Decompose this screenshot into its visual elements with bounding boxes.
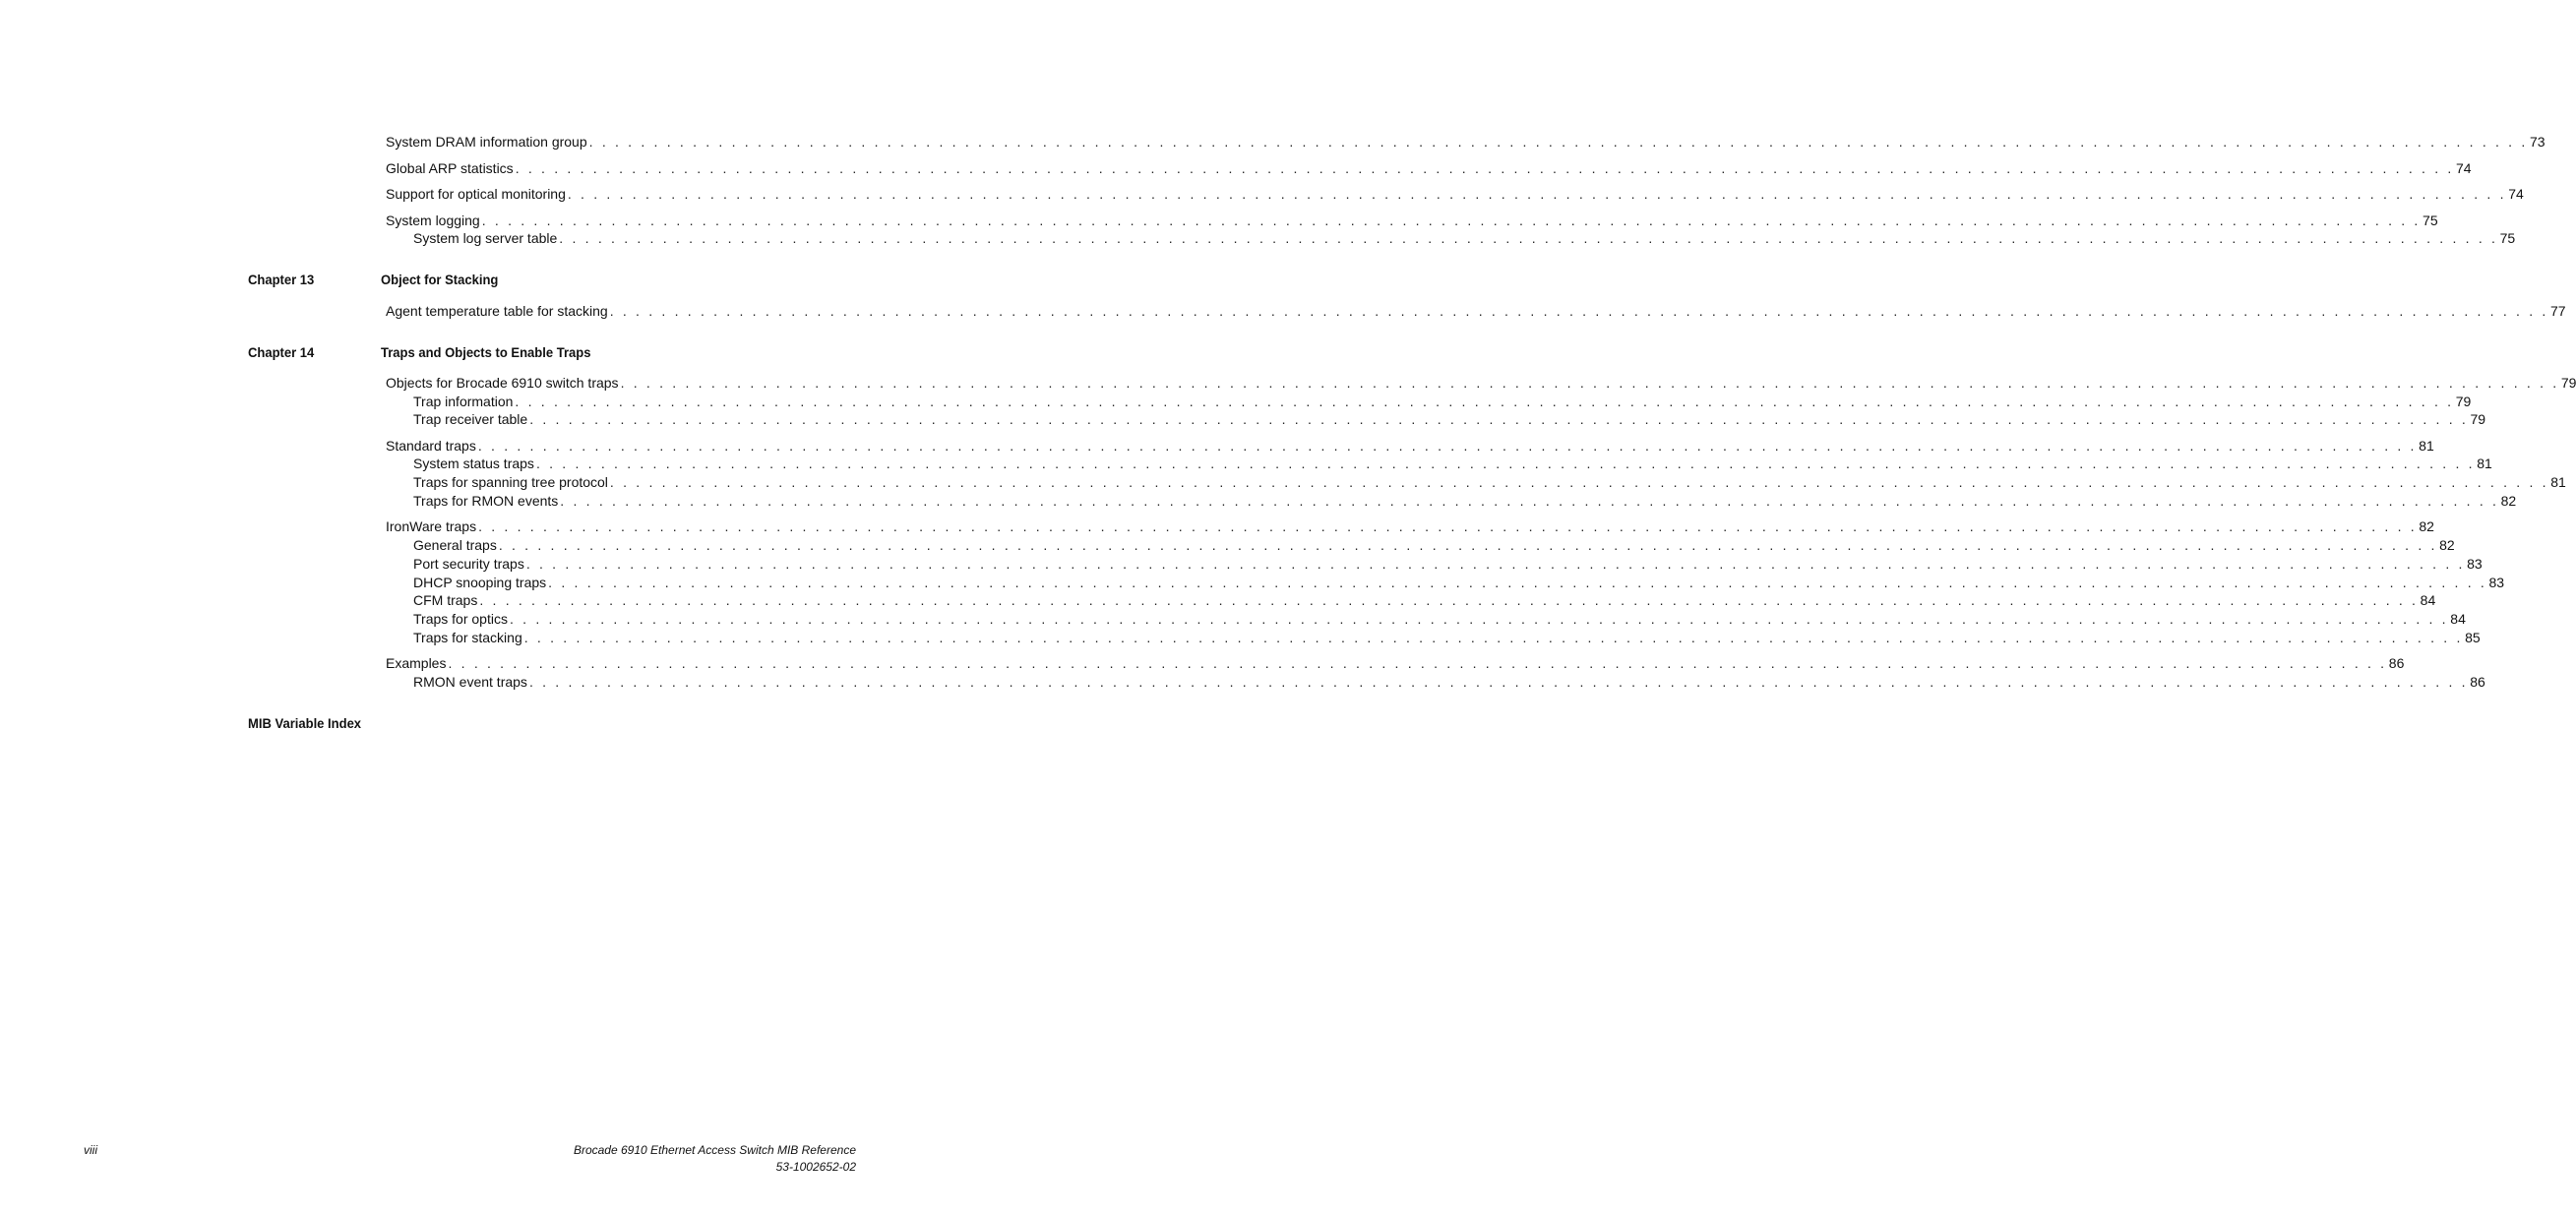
dot-leader: . . . . . . . . . . . . . . . . . . . . . . . . . . . . . . . . . . . . . . . . . . . . . . . . . . . . . . . . . . . . . . . . . . . . . . . . . . . . . . . . . . . . . . . . . . . . . . . . . . . . . . . . . . . . . . . . . . . . . . . . . . . . . . . . . . . . . . . . . . . . . . . . . . . . . . <box>498 537 2438 553</box>
dot-leader: . . . . . . . . . . . . . . . . . . . . . . . . . . . . . . . . . . . . . . . . . . . . . . . . . . . . . . . . . . . . . . . . . . . . . . . . . . . . . . . . . . . . . . . . . . . . . . . . . . . . . . . . . . . . . . . . . . . . . . . . . . . . . . . . . . . . . . . . . . . . . . . . . . . . . . <box>609 474 2549 490</box>
footer-doc-number: 53-1002652-02 <box>775 1160 856 1174</box>
dot-leader: . . . . . . . . . . . . . . . . . . . . . . . . . . . . . . . . . . . . . . . . . . . . . . . . . . . . . . . . . . . . . . . . . . . . . . . . . . . . . . . . . . . . . . . . . . . . . . . . . . . . . . . . . . . . . . . . . . . . . . . . . . . . . . . . . . . . . . . . . . . . . . . . . . . . . . <box>560 493 2499 509</box>
toc-entry-title: Trap receiver table <box>413 411 528 427</box>
dot-leader: . . . . . . . . . . . . . . . . . . . . . . . . . . . . . . . . . . . . . . . . . . . . . . . . . . . . . . . . . . . . . . . . . . . . . . . . . . . . . . . . . . . . . . . . . . . . . . . . . . . . . . . . . . . . . . . . . . . . . . . . . . . . . . . . . . . . . . . . . . . . . . . . . . . . . . <box>479 592 2419 608</box>
toc-entry-title: Examples <box>386 655 447 671</box>
toc-page-number: 75 <box>2423 213 2438 228</box>
dot-leader: . . . . . . . . . . . . . . . . . . . . . . . . . . . . . . . . . . . . . . . . . . . . . . . . . . . . . . . . . . . . . . . . . . . . . . . . . . . . . . . . . . . . . . . . . . . . . . . . . . . . . . . . . . . . . . . . . . . . . . . . . . . . . . . . . . . . . . . . . . . . . . . . . . . . . . <box>535 456 2476 471</box>
toc-entry-title: RMON event traps <box>413 674 527 690</box>
toc-page-number: 86 <box>2388 655 2405 671</box>
dot-leader: . . . . . . . . . . . . . . . . . . . . . . . . . . . . . . . . . . . . . . . . . . . . . . . . . . . . . . . . . . . . . . . . . . . . . . . . . . . . . . . . . . . . . . . . . . . . . . . . . . . . . . . . . . . . . . . . . . . . . . . . . . . . . . . . . . . . . . . . . . . . . . . . . . . . . . <box>515 160 2454 176</box>
toc-page-number: 81 <box>2477 456 2492 471</box>
toc-subsection-entry[interactable] <box>413 536 2455 554</box>
dot-leader: . . . . . . . . . . . . . . . . . . . . . . . . . . . . . . . . . . . . . . . . . . . . . . . . . . . . . . . . . . . . . . . . . . . . . . . . . . . . . . . . . . . . . . . . . . . . . . . . . . . . . . . . . . . . . . . . . . . . . . . . . . . . . . . . . . . . . . . . . . . . . . . . . . . . . . <box>525 556 2466 572</box>
toc-entry-title: General traps <box>413 537 497 553</box>
toc-subsection-entry[interactable] <box>413 410 2486 428</box>
toc-section-entry[interactable] <box>386 212 2438 229</box>
toc-entry-title: Traps for stacking <box>413 630 522 645</box>
toc-subsection-entry[interactable] <box>413 574 2505 591</box>
toc-subsection-entry[interactable] <box>413 610 2466 628</box>
toc-section-entry[interactable] <box>386 302 2566 320</box>
dot-leader: . . . . . . . . . . . . . . . . . . . . . . . . . . . . . . . . . . . . . . . . . . . . . . . . . . . . . . . . . . . . . . . . . . . . . . . . . . . . . . . . . . . . . . . . . . . . . . . . . . . . . . . . . . . . . . . . . . . . . . . . . . . . . . . . . . . . . . . . . . . . . . . . . . . . . . <box>515 394 2454 409</box>
toc-entry-title: DHCP snooping traps <box>413 575 547 590</box>
toc-entry-title: Traps for optics <box>413 611 508 627</box>
toc-entry-title: System logging <box>386 213 480 228</box>
toc-subsection-entry[interactable] <box>413 629 2481 646</box>
toc-page-number: 84 <box>2450 611 2466 627</box>
toc-page-number: 82 <box>2419 518 2434 534</box>
toc-section-entry[interactable] <box>386 159 2472 177</box>
toc-page-number: 84 <box>2420 592 2436 608</box>
toc-subsection-entry[interactable] <box>413 673 2485 691</box>
toc-entry-title: Port security traps <box>413 556 524 572</box>
toc-page-number: 73 <box>2529 134 2545 150</box>
toc-entry-title: IronWare traps <box>386 518 477 534</box>
toc-section-entry[interactable] <box>386 437 2434 455</box>
chapter-title[interactable]: Traps and Objects to Enable Traps <box>381 344 591 360</box>
toc-subsection-entry[interactable] <box>413 555 2483 573</box>
dot-leader: . . . . . . . . . . . . . . . . . . . . . . . . . . . . . . . . . . . . . . . . . . . . . . . . . . . . . . . . . . . . . . . . . . . . . . . . . . . . . . . . . . . . . . . . . . . . . . . . . . . . . . . . . . . . . . . . . . . . . . . . . . . . . . . . . . . . . . . . . . . . . . . . . . . . . . <box>481 213 2422 228</box>
toc-entry-title: Support for optical monitoring <box>386 186 566 202</box>
toc-subsection-entry[interactable] <box>413 473 2566 491</box>
toc-page-number: 85 <box>2465 630 2481 645</box>
toc-subsection-entry[interactable] <box>413 591 2436 609</box>
toc-page-number: 74 <box>2456 160 2472 176</box>
toc-subsection-entry[interactable] <box>413 455 2492 472</box>
toc-section-entry[interactable] <box>386 517 2434 535</box>
toc-entry-title: System log server table <box>413 230 558 246</box>
toc-entry-title: CFM traps <box>413 592 478 608</box>
chapter-number: Chapter 14 <box>248 344 315 360</box>
toc-page-number: 81 <box>2419 438 2434 454</box>
toc-page-number: 75 <box>2499 230 2516 246</box>
toc-entry-title: Traps for RMON events <box>413 493 559 509</box>
toc-page-number: 82 <box>2439 537 2455 553</box>
toc-page-number: 79 <box>2470 411 2486 427</box>
chapter-title[interactable]: Object for Stacking <box>381 272 499 287</box>
dot-leader: . . . . . . . . . . . . . . . . . . . . . . . . . . . . . . . . . . . . . . . . . . . . . . . . . . . . . . . . . . . . . . . . . . . . . . . . . . . . . . . . . . . . . . . . . . . . . . . . . . . . . . . . . . . . . . . . . . . . . . . . . . . . . . . . . . . . . . . . . . . . . . . . . . . . . . <box>477 438 2418 454</box>
chapter-number: Chapter 13 <box>248 272 315 287</box>
dot-leader: . . . . . . . . . . . . . . . . . . . . . . . . . . . . . . . . . . . . . . . . . . . . . . . . . . . . . . . . . . . . . . . . . . . . . . . . . . . . . . . . . . . . . . . . . . . . . . . . . . . . . . . . . . . . . . . . . . . . . . . . . . . . . . . . . . . . . . . . . . . . . . . . . . . . . . <box>509 611 2449 627</box>
toc-entry-title: System status traps <box>413 456 534 471</box>
toc-entry-title: Standard traps <box>386 438 476 454</box>
toc-section-entry[interactable] <box>386 185 2524 203</box>
toc-entry-title: Objects for Brocade 6910 switch traps <box>386 375 619 391</box>
toc-subsection-entry[interactable] <box>413 229 2516 247</box>
toc-entry-title: Traps for spanning tree protocol <box>413 474 608 490</box>
dot-leader: . . . . . . . . . . . . . . . . . . . . . . . . . . . . . . . . . . . . . . . . . . . . . . . . . . . . . . . . . . . . . . . . . . . . . . . . . . . . . . . . . . . . . . . . . . . . . . . . . . . . . . . . . . . . . . . . . . . . . . . . . . . . . . . . . . . . . . . . . . . . . . . . . . . . . . <box>478 518 2418 534</box>
toc-page-number: 77 <box>2550 303 2566 319</box>
dot-leader: . . . . . . . . . . . . . . . . . . . . . . . . . . . . . . . . . . . . . . . . . . . . . . . . . . . . . . . . . . . . . . . . . . . . . . . . . . . . . . . . . . . . . . . . . . . . . . . . . . . . . . . . . . . . . . . . . . . . . . . . . . . . . . . . . . . . . . . . . . . . . . . . . . . . . . <box>528 674 2469 690</box>
toc-page-number: 79 <box>2455 394 2472 409</box>
toc-page-number: 79 <box>2560 375 2576 391</box>
dot-leader: . . . . . . . . . . . . . . . . . . . . . . . . . . . . . . . . . . . . . . . . . . . . . . . . . . . . . . . . . . . . . . . . . . . . . . . . . . . . . . . . . . . . . . . . . . . . . . . . . . . . . . . . . . . . . . . . . . . . . . . . . . . . . . . . . . . . . . . . . . . . . . . . . . . . . . <box>588 134 2528 150</box>
dot-leader: . . . . . . . . . . . . . . . . . . . . . . . . . . . . . . . . . . . . . . . . . . . . . . . . . . . . . . . . . . . . . . . . . . . . . . . . . . . . . . . . . . . . . . . . . . . . . . . . . . . . . . . . . . . . . . . . . . . . . . . . . . . . . . . . . . . . . . . . . . . . . . . . . . . . . . <box>548 575 2487 590</box>
dot-leader: . . . . . . . . . . . . . . . . . . . . . . . . . . . . . . . . . . . . . . . . . . . . . . . . . . . . . . . . . . . . . . . . . . . . . . . . . . . . . . . . . . . . . . . . . . . . . . . . . . . . . . . . . . . . . . . . . . . . . . . . . . . . . . . . . . . . . . . . . . . . . . . . . . . . . . <box>620 375 2559 391</box>
footer-doc-title: Brocade 6910 Ethernet Access Switch MIB Reference <box>573 1143 856 1157</box>
toc-entry-title: Trap information <box>413 394 514 409</box>
toc-page-number: 86 <box>2470 674 2485 690</box>
toc-subsection-entry[interactable] <box>413 393 2472 410</box>
toc-page-number: 74 <box>2508 186 2524 202</box>
toc-page-number: 83 <box>2488 575 2505 590</box>
toc-subsection-entry[interactable] <box>413 492 2517 510</box>
dot-leader: . . . . . . . . . . . . . . . . . . . . . . . . . . . . . . . . . . . . . . . . . . . . . . . . . . . . . . . . . . . . . . . . . . . . . . . . . . . . . . . . . . . . . . . . . . . . . . . . . . . . . . . . . . . . . . . . . . . . . . . . . . . . . . . . . . . . . . . . . . . . . . . . . . . . . . <box>529 411 2469 427</box>
toc-page-number: 81 <box>2550 474 2566 490</box>
toc-section-entry[interactable] <box>386 374 2576 392</box>
toc-section-entry[interactable] <box>386 133 2545 151</box>
toc-section-entry[interactable] <box>386 654 2405 672</box>
toc-page-number: 82 <box>2500 493 2517 509</box>
footer-page-number: viii <box>84 1143 97 1157</box>
dot-leader: . . . . . . . . . . . . . . . . . . . . . . . . . . . . . . . . . . . . . . . . . . . . . . . . . . . . . . . . . . . . . . . . . . . . . . . . . . . . . . . . . . . . . . . . . . . . . . . . . . . . . . . . . . . . . . . . . . . . . . . . . . . . . . . . . . . . . . . . . . . . . . . . . . . . . . <box>448 655 2387 671</box>
mib-variable-index-heading: MIB Variable Index <box>248 715 362 731</box>
dot-leader: . . . . . . . . . . . . . . . . . . . . . . . . . . . . . . . . . . . . . . . . . . . . . . . . . . . . . . . . . . . . . . . . . . . . . . . . . . . . . . . . . . . . . . . . . . . . . . . . . . . . . . . . . . . . . . . . . . . . . . . . . . . . . . . . . . . . . . . . . . . . . . . . . . . . . . <box>559 230 2498 246</box>
dot-leader: . . . . . . . . . . . . . . . . . . . . . . . . . . . . . . . . . . . . . . . . . . . . . . . . . . . . . . . . . . . . . . . . . . . . . . . . . . . . . . . . . . . . . . . . . . . . . . . . . . . . . . . . . . . . . . . . . . . . . . . . . . . . . . . . . . . . . . . . . . . . . . . . . . . . . . <box>567 186 2507 202</box>
dot-leader: . . . . . . . . . . . . . . . . . . . . . . . . . . . . . . . . . . . . . . . . . . . . . . . . . . . . . . . . . . . . . . . . . . . . . . . . . . . . . . . . . . . . . . . . . . . . . . . . . . . . . . . . . . . . . . . . . . . . . . . . . . . . . . . . . . . . . . . . . . . . . . . . . . . . . . <box>523 630 2464 645</box>
toc-page-number: 83 <box>2467 556 2483 572</box>
toc-entry-title: System DRAM information group <box>386 134 587 150</box>
toc-entry-title: Agent temperature table for stacking <box>386 303 608 319</box>
dot-leader: . . . . . . . . . . . . . . . . . . . . . . . . . . . . . . . . . . . . . . . . . . . . . . . . . . . . . . . . . . . . . . . . . . . . . . . . . . . . . . . . . . . . . . . . . . . . . . . . . . . . . . . . . . . . . . . . . . . . . . . . . . . . . . . . . . . . . . . . . . . . . . . . . . . . . . <box>609 303 2548 319</box>
toc-entry-title: Global ARP statistics <box>386 160 514 176</box>
